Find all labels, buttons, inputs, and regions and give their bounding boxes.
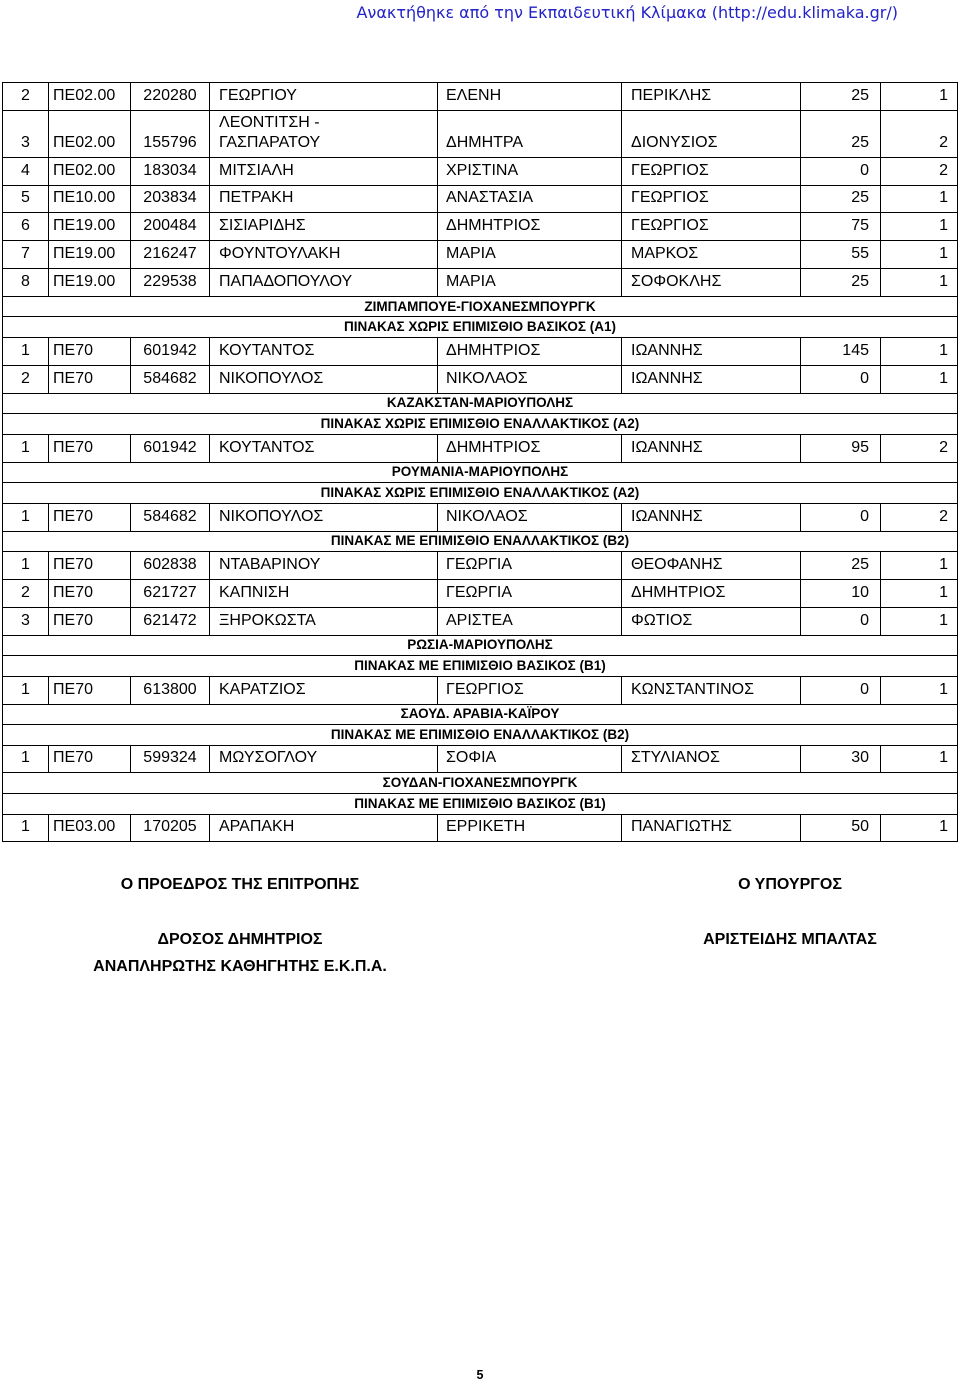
table-section-heading: ΡΩΣΙΑ-ΜΑΡΙΟΥΠΟΛΗΣ <box>2 635 958 656</box>
first-name-cell: ΓΕΩΡΓΙΑ <box>437 580 621 607</box>
surname-cell: ΞΗΡΟΚΩΣΤΑ <box>209 608 437 635</box>
signatory-name: ΑΡΙΣΤΕΙΔΗΣ ΜΠΑΛΤΑΣ <box>703 931 877 948</box>
specialty-code-cell: ΠΕ70 <box>48 338 130 365</box>
row-number-cell: 3 <box>21 133 30 151</box>
surname-cell: ΚΑΡΑΤΖΙΟΣ <box>209 677 437 704</box>
first-name-cell: ΕΡΡΙΚΕΤΗ <box>437 815 621 842</box>
points-cell: 0 <box>800 366 880 393</box>
table-row <box>2 434 958 462</box>
table-section-heading: ΠΙΝΑΚΑΣ ΧΩΡΙΣ ΕΠΙΜΙΣΘΙΟ ΕΝΑΛΛΑΚΤΙΚΟΣ (Α2) <box>2 482 958 503</box>
row-number-cell: 8 <box>21 272 30 290</box>
registry-number-cell: 229538 <box>130 269 209 296</box>
rank-cell: 1 <box>880 241 957 268</box>
points-cell: 0 <box>800 608 880 635</box>
table-section-heading: ΡΟΥΜΑΝΙΑ-ΜΑΡΙΟΥΠΟΛΗΣ <box>2 462 958 483</box>
specialty-code-cell: ΠΕ19.00 <box>48 241 130 268</box>
specialty-code-cell: ΠΕ70 <box>48 552 130 579</box>
rank-cell: 1 <box>880 186 957 213</box>
points-cell: 0 <box>800 677 880 704</box>
father-name-cell: ΚΩΝΣΤΑΝΤΙΝΟΣ <box>621 677 800 704</box>
table-row <box>2 157 958 185</box>
points-cell: 145 <box>800 338 880 365</box>
surname-cell: ΝΙΚΟΠΟΥΛΟΣ <box>209 366 437 393</box>
page-number: 5 <box>476 1368 484 1382</box>
signatory-role: Ο ΠΡΟΕΔΡΟΣ ΤΗΣ ΕΠΙΤΡΟΠΗΣ <box>120 876 360 893</box>
rank-cell: 2 <box>880 504 957 531</box>
specialty-code-cell: ΠΕ03.00 <box>48 815 130 842</box>
row-number-cell: 2 <box>21 369 30 387</box>
surname-cell: ΚΑΠΝΙΣΗ <box>209 580 437 607</box>
rank-cell: 1 <box>880 815 957 842</box>
points-cell: 25 <box>800 552 880 579</box>
signatory-name: ΔΡΟΣΟΣ ΔΗΜΗΤΡΙΟΣ <box>157 931 323 948</box>
table-row <box>2 814 958 842</box>
first-name-cell: ΔΗΜΗΤΡΙΟΣ <box>437 213 621 240</box>
first-name-cell: ΜΑΡΙΑ <box>437 241 621 268</box>
row-number-cell: 5 <box>21 189 30 207</box>
specialty-code-cell: ΠΕ19.00 <box>48 269 130 296</box>
father-name-cell: ΣΤΥΛΙΑΝΟΣ <box>621 746 800 773</box>
specialty-code-cell: ΠΕ19.00 <box>48 213 130 240</box>
father-name-cell: ΜΑΡΚΟΣ <box>621 241 800 268</box>
registry-number-cell: 183034 <box>130 158 209 185</box>
table-section-heading: ΣΟΥΔΑΝ-ΓΙΟΧΑΝΕΣΜΠΟΥΡΓΚ <box>2 772 958 793</box>
specialty-code-cell: ΠΕ70 <box>48 580 130 607</box>
registry-number-cell: 203834 <box>130 186 209 213</box>
rank-cell: 1 <box>880 338 957 365</box>
father-name-cell: ΙΩΑΝΝΗΣ <box>621 435 800 462</box>
first-name-cell: ΧΡΙΣΤΙΝΑ <box>437 158 621 185</box>
surname-cell: ΣΙΣΙΑΡΙΔΗΣ <box>209 213 437 240</box>
first-name-cell: ΝΙΚΟΛΑΟΣ <box>437 366 621 393</box>
points-cell: 0 <box>800 158 880 185</box>
table-row <box>2 240 958 268</box>
first-name-cell: ΔΗΜΗΤΡΙΟΣ <box>437 338 621 365</box>
row-number-cell: 3 <box>21 611 30 629</box>
rank-cell: 1 <box>880 83 957 110</box>
rank-cell: 1 <box>880 608 957 635</box>
rank-cell: 2 <box>880 435 957 462</box>
registry-number-cell: 170205 <box>130 815 209 842</box>
registry-number-cell: 601942 <box>130 435 209 462</box>
surname-cell: ΚΟΥΤΑΝΤΟΣ <box>209 338 437 365</box>
table-row <box>2 579 958 607</box>
points-cell: 30 <box>800 746 880 773</box>
table-row <box>2 337 958 365</box>
father-name-cell: ΔΗΜΗΤΡΙΟΣ <box>621 580 800 607</box>
specialty-code-cell: ΠΕ70 <box>48 608 130 635</box>
points-cell: 50 <box>800 815 880 842</box>
specialty-code-cell: ΠΕ02.00 <box>48 158 130 185</box>
registry-number-cell: 621472 <box>130 608 209 635</box>
father-name-cell: ΣΟΦΟΚΛΗΣ <box>621 269 800 296</box>
surname-cell: ΑΡΑΠΑΚΗ <box>209 815 437 842</box>
first-name-cell: ΔΗΜΗΤΡΙΟΣ <box>437 435 621 462</box>
surname-cell: ΜΙΤΣΙΑΛΗ <box>209 158 437 185</box>
source-note: Ανακτήθηκε από την Εκπαιδευτική Κλίμακα (http://edu.klimaka.gr/) <box>356 3 898 22</box>
table-row <box>2 676 958 704</box>
first-name-cell: ΕΛΕΝΗ <box>437 83 621 110</box>
father-name-cell: ΓΕΩΡΓΙΟΣ <box>621 186 800 213</box>
surname-cell: ΠΑΠΑΔΟΠΟΥΛΟΥ <box>209 269 437 296</box>
row-number-cell: 4 <box>21 161 30 179</box>
registry-number-cell: 220280 <box>130 83 209 110</box>
father-name-cell: ΓΕΩΡΓΙΟΣ <box>621 158 800 185</box>
first-name-cell: ΓΕΩΡΓΙΟΣ <box>437 677 621 704</box>
table-section-heading: ΠΙΝΑΚΑΣ ΜΕ ΕΠΙΜΙΣΘΙΟ ΒΑΣΙΚΟΣ (Β1) <box>2 793 958 814</box>
table-row <box>2 607 958 635</box>
row-number-cell: 1 <box>21 680 30 698</box>
father-name-cell: ΠΕΡΙΚΛΗΣ <box>621 83 800 110</box>
points-cell: 75 <box>800 213 880 240</box>
first-name-cell: ΑΡΙΣΤΕΑ <box>437 608 621 635</box>
father-name-cell: ΔΙΟΝΥΣΙΟΣ <box>621 111 800 157</box>
points-cell: 25 <box>800 111 880 157</box>
table-section-heading: ΠΙΝΑΚΑΣ ΜΕ ΕΠΙΜΙΣΘΙΟ ΒΑΣΙΚΟΣ (Β1) <box>2 655 958 676</box>
row-number-cell: 2 <box>21 583 30 601</box>
father-name-cell: ΙΩΑΝΝΗΣ <box>621 338 800 365</box>
rank-cell: 2 <box>880 158 957 185</box>
table-row <box>2 268 958 296</box>
father-name-cell: ΙΩΑΝΝΗΣ <box>621 366 800 393</box>
committee-president-signature-block <box>40 875 440 985</box>
row-number-cell: 1 <box>21 818 30 836</box>
table-row <box>2 82 958 110</box>
specialty-code-cell: ΠΕ70 <box>48 504 130 531</box>
registry-number-cell: 584682 <box>130 504 209 531</box>
surname-cell: ΛΕΟΝΤΙΤΣΗ - ΓΑΣΠΑΡΑΤΟΥ <box>209 111 437 157</box>
table-section-heading: ΣΑΟΥΔ. ΑΡΑΒΙΑ-ΚΑΪΡΟΥ <box>2 704 958 725</box>
table-row <box>2 551 958 579</box>
table-row <box>2 745 958 773</box>
points-cell: 25 <box>800 186 880 213</box>
surname-cell: ΠΕΤΡΑΚΗ <box>209 186 437 213</box>
specialty-code-cell: ΠΕ70 <box>48 677 130 704</box>
surname-cell: ΝΤΑΒΑΡΙΝΟΥ <box>209 552 437 579</box>
surname-cell: ΚΟΥΤΑΝΤΟΣ <box>209 435 437 462</box>
rank-cell: 1 <box>880 366 957 393</box>
row-number-cell: 1 <box>21 749 30 767</box>
table-section-heading: ΠΙΝΑΚΑΣ ΧΩΡΙΣ ΕΠΙΜΙΣΘΙΟ ΕΝΑΛΛΑΚΤΙΚΟΣ (Α2) <box>2 413 958 434</box>
specialty-code-cell: ΠΕ02.00 <box>48 83 130 110</box>
surname-cell: ΜΩΥΣΟΓΛΟΥ <box>209 746 437 773</box>
father-name-cell: ΓΕΩΡΓΙΟΣ <box>621 213 800 240</box>
father-name-cell: ΙΩΑΝΝΗΣ <box>621 504 800 531</box>
rank-cell: 1 <box>880 269 957 296</box>
first-name-cell: ΑΝΑΣΤΑΣΙΑ <box>437 186 621 213</box>
father-name-cell: ΠΑΝΑΓΙΩΤΗΣ <box>621 815 800 842</box>
surname-cell: ΓΕΩΡΓΙΟΥ <box>209 83 437 110</box>
table-row <box>2 212 958 240</box>
first-name-cell: ΓΕΩΡΓΙΑ <box>437 552 621 579</box>
specialty-code-cell: ΠΕ70 <box>48 746 130 773</box>
first-name-cell: ΝΙΚΟΛΑΟΣ <box>437 504 621 531</box>
results-table <box>2 82 958 842</box>
table-section-heading: ΖΙΜΠΑΜΠΟΥΕ-ΓΙΟΧΑΝΕΣΜΠΟΥΡΓΚ <box>2 296 958 317</box>
registry-number-cell: 584682 <box>130 366 209 393</box>
row-number-cell: 6 <box>21 217 30 235</box>
registry-number-cell: 155796 <box>130 111 209 157</box>
registry-number-cell: 613800 <box>130 677 209 704</box>
rank-cell: 1 <box>880 746 957 773</box>
first-name-cell: ΣΟΦΙΑ <box>437 746 621 773</box>
first-name-cell: ΜΑΡΙΑ <box>437 269 621 296</box>
father-name-cell: ΦΩΤΙΟΣ <box>621 608 800 635</box>
specialty-code-cell: ΠΕ10.00 <box>48 186 130 213</box>
specialty-code-cell: ΠΕ70 <box>48 435 130 462</box>
table-section-heading: ΠΙΝΑΚΑΣ ΧΩΡΙΣ ΕΠΙΜΙΣΘΙΟ ΒΑΣΙΚΟΣ (Α1) <box>2 316 958 337</box>
points-cell: 10 <box>800 580 880 607</box>
table-section-heading: ΠΙΝΑΚΑΣ ΜΕ ΕΠΙΜΙΣΘΙΟ ΕΝΑΛΛΑΚΤΙΚΟΣ (Β2) <box>2 531 958 552</box>
points-cell: 95 <box>800 435 880 462</box>
row-number-cell: 1 <box>21 555 30 573</box>
signatory-title: ΑΝΑΠΛΗΡΩΤΗΣ ΚΑΘΗΓΗΤΗΣ Ε.Κ.Π.Α. <box>93 958 387 975</box>
rank-cell: 1 <box>880 677 957 704</box>
table-section-heading: ΠΙΝΑΚΑΣ ΜΕ ΕΠΙΜΙΣΘΙΟ ΕΝΑΛΛΑΚΤΙΚΟΣ (Β2) <box>2 724 958 745</box>
registry-number-cell: 601942 <box>130 338 209 365</box>
row-number-cell: 2 <box>21 86 30 104</box>
surname-cell: ΝΙΚΟΠΟΥΛΟΣ <box>209 504 437 531</box>
row-number-cell: 1 <box>21 438 30 456</box>
registry-number-cell: 602838 <box>130 552 209 579</box>
specialty-code-cell: ΠΕ02.00 <box>48 111 130 157</box>
row-number-cell: 7 <box>21 244 30 262</box>
signatory-role: Ο ΥΠΟΥΡΓΟΣ <box>738 876 842 893</box>
points-cell: 25 <box>800 269 880 296</box>
points-cell: 55 <box>800 241 880 268</box>
table-section-heading: ΚΑΖΑΚΣΤΑΝ-ΜΑΡΙΟΥΠΟΛΗΣ <box>2 393 958 414</box>
rank-cell: 1 <box>880 580 957 607</box>
rank-cell: 1 <box>880 213 957 240</box>
registry-number-cell: 621727 <box>130 580 209 607</box>
registry-number-cell: 599324 <box>130 746 209 773</box>
registry-number-cell: 200484 <box>130 213 209 240</box>
row-number-cell: 1 <box>21 341 30 359</box>
table-row <box>2 185 958 213</box>
first-name-cell: ΔΗΜΗΤΡΑ <box>437 111 621 157</box>
specialty-code-cell: ΠΕ70 <box>48 366 130 393</box>
table-row <box>2 110 958 157</box>
registry-number-cell: 216247 <box>130 241 209 268</box>
row-number-cell: 1 <box>21 507 30 525</box>
rank-cell: 2 <box>880 111 957 157</box>
table-row <box>2 365 958 393</box>
surname-cell: ΦΟΥΝΤΟΥΛΑΚΗ <box>209 241 437 268</box>
table-row <box>2 503 958 531</box>
father-name-cell: ΘΕΟΦΑΝΗΣ <box>621 552 800 579</box>
minister-signature-block <box>640 875 940 985</box>
rank-cell: 1 <box>880 552 957 579</box>
points-cell: 0 <box>800 504 880 531</box>
points-cell: 25 <box>800 83 880 110</box>
